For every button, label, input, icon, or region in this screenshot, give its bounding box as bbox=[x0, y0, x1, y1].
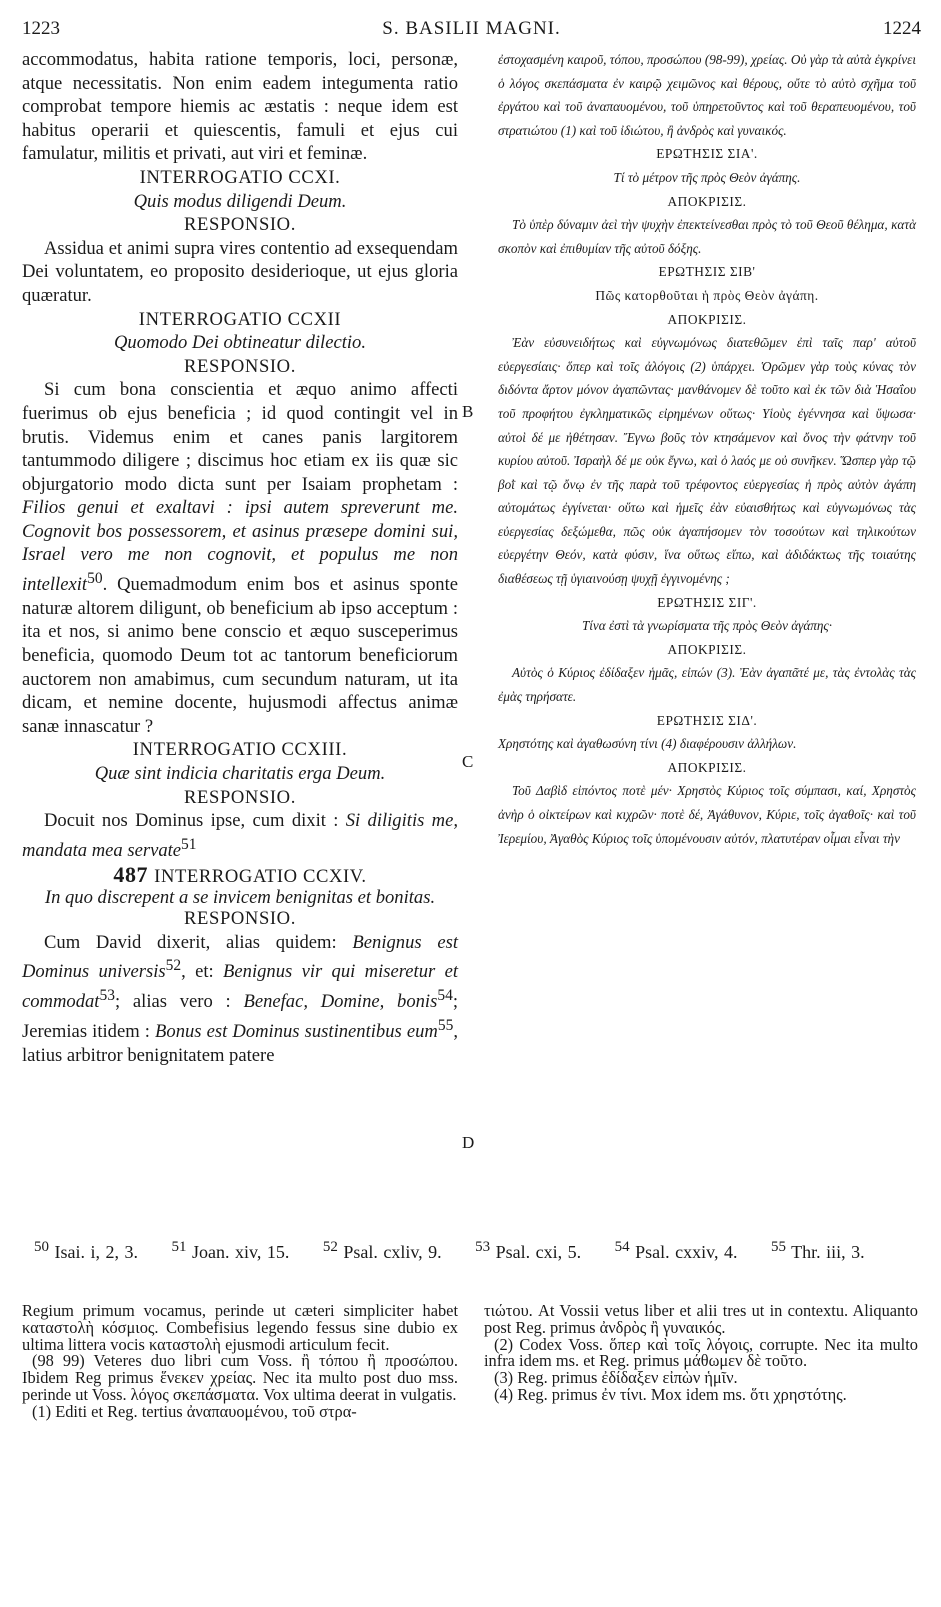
footnote-number: 53 bbox=[475, 1239, 491, 1255]
footnote-number: 50 bbox=[34, 1239, 49, 1255]
latin-q214-response: RESPONSIO. bbox=[184, 908, 296, 930]
footnote-ref: 55 bbox=[437, 1016, 454, 1034]
latin-q211-text: Assidua et animi supra vires contentio ad exsequendam Dei voluntatem, eo proposito desiderioque, ut ejus gloria quæratur. bbox=[22, 237, 458, 306]
text-run: Docuit nos Dominus ipse, cum dixit : bbox=[44, 810, 346, 832]
latin-q213-text bbox=[22, 809, 458, 862]
page-header bbox=[22, 18, 921, 44]
footnote-ref: 54 bbox=[437, 987, 453, 1005]
latin-q213-subtitle: Quæ sint indicia charitatis erga Deum. bbox=[94, 763, 386, 784]
greek-q214-response: ΑΠΟΚΡΙΣΙΣ. bbox=[667, 759, 747, 775]
greek-q212-heading: ΕΡΩΤΗΣΙΣ ΣΙΒ' bbox=[658, 264, 756, 280]
footnote-55 bbox=[770, 1239, 879, 1262]
footnote-text: Psal. cxxiv, 4. bbox=[635, 1242, 738, 1262]
latin-q211-heading: INTERROGATIO CCXI. bbox=[139, 166, 341, 188]
latin-q211-response: RESPONSIO. bbox=[184, 214, 296, 236]
column-number: 487 bbox=[113, 861, 149, 887]
latin-q214-subtitle: In quo discrepent a se invicem benignitas et bonitas. bbox=[44, 887, 436, 909]
footnote-50 bbox=[34, 1239, 152, 1262]
footnote-text: Joan. xiv, 15. bbox=[192, 1242, 290, 1262]
margin-marker-d: D bbox=[462, 1133, 475, 1152]
latin-q213-response: RESPONSIO. bbox=[184, 786, 296, 808]
greek-q213-subtitle: Τίνα ἐστὶ τὰ γνωρίσματα τῆς πρὸς Θεὸν ἀγάπης· bbox=[581, 618, 833, 634]
scripture-quote: Filios genui et exaltavi : ipsi autem spreverunt me. Cognovit bos possessorem, et asinus præsepe domini sui, Israel vero me non cognovit, et populus me non intellexit bbox=[22, 497, 458, 596]
note-paragraph: Regium primum vocamus, perinde ut cæteri simpliciter habet καταστολὴ κόσμιος. Combefisius legendo fessus sine dubio ex ultima littera vocis καταστολὴ ejusmodi articulum fecit. bbox=[22, 1301, 458, 1354]
page-number-left: 1223 bbox=[22, 18, 60, 39]
text-run: , latius arbitror benignitatem patere bbox=[22, 1021, 458, 1066]
greek-q213-heading: ΕΡΩΤΗΣΙΣ ΣΙΓ'. bbox=[657, 594, 757, 610]
greek-q211-subtitle: Τί τὸ μέτρον τῆς πρὸς Θεὸν ἀγάπης. bbox=[613, 169, 801, 185]
latin-q214-heading bbox=[22, 863, 458, 889]
scripture-quote: Benignus vir qui miseretur et commodat bbox=[22, 961, 458, 1013]
note-paragraph: (2) Codex Voss. ὅπερ καὶ τοῖς λόγοις, corrupte. Nec ita multo infra idem ms. et Reg. primus μάθωμεν δὲ τοῦτο. bbox=[484, 1334, 918, 1371]
text-run: . Quemadmodum enim bos et asinus sponte naturæ altorem diligunt, ob beneficium ab ipso acceptum : ita et nos, si animo bene conscio et æquo susceperimus beneficia, quomodo Deum tot ac tantorum beneficiorum auctorem non amabimus, cum secundum naturam, ut ita dicam, et nemine docente, hujusmodi affectus animæ sanæ innascatur ? bbox=[22, 574, 458, 737]
notes-left-column bbox=[22, 1303, 458, 1421]
note-paragraph: (4) Reg. primus ἐν τίνι. Mox idem ms. ὅτι χρηστότης. bbox=[494, 1384, 847, 1404]
latin-q214-text bbox=[22, 931, 458, 1068]
text-run: , et: bbox=[181, 961, 224, 983]
footnote-text: Psal. cxi, 5. bbox=[495, 1242, 582, 1262]
page-number-right: 1224 bbox=[883, 18, 921, 39]
footnote-ref: 51 bbox=[181, 835, 197, 853]
footnote-54 bbox=[614, 1239, 752, 1262]
footnote-number: 51 bbox=[171, 1239, 187, 1255]
latin-q212-response: RESPONSIO. bbox=[184, 355, 296, 377]
greek-column bbox=[498, 48, 916, 850]
latin-q212-subtitle: Quomodo Dei obtineatur dilectio. bbox=[113, 332, 366, 354]
greek-q212-subtitle: Πῶς κατορθοῦται ἡ πρὸς Θεὸν ἀγάπη. bbox=[595, 287, 819, 303]
footnote-ref: 50 bbox=[87, 570, 103, 588]
greek-q211-text: Τὸ ὑπὲρ δύναμιν ἀεὶ τὴν ψυχὴν ἐπεκτείνεσθαι πρὸς τὸ τοῦ Θεοῦ θέλημα, κατὰ σκοπὸν καὶ ἐπιθυμίαν τῆς αὐτοῦ δόξης. bbox=[498, 217, 916, 256]
note-paragraph: (98 99) Veteres duo libri cum Voss. ἢ τόπου ἢ προσώπου. Ibidem Reg primus ἕνεκεν χρείας. Nec ita multo post duo mss. perinde ut Voss. λόγος σκεπάσματα. Vox ultima deerat in vulgatis. bbox=[22, 1351, 458, 1404]
heading-text: INTERROGATIO CCXIV. bbox=[154, 865, 367, 887]
margin-marker-b: B bbox=[462, 402, 474, 421]
text-run: ; alias vero : bbox=[114, 991, 244, 1013]
footnote-ref: 52 bbox=[165, 957, 182, 975]
greek-q213-response: ΑΠΟΚΡΙΣΙΣ. bbox=[667, 641, 747, 657]
text-run: Cum David dixerit, alias quidem: bbox=[44, 931, 353, 953]
greek-q214-subtitle: Χρηστότης καὶ ἀγαθωσύνη τίνι (4) διαφέρουσιν ἀλλήλων. bbox=[498, 736, 797, 752]
greek-q214-text: Τοῦ Δαβὶδ εἰπόντος ποτὲ μέν· Χρηστὸς Κύριος τοῖς σύμπασι, καί, Χρηστὸς ἀνὴρ ὁ οἰκτείρων καὶ κιχρῶν· ποτὲ δέ, Ἀγάθυνον, Κύριε, τοῖς ἀγαθοῖς· καὶ τοῦ Ἰερεμίου, Ἀγαθὸς Κύριος τοῖς ὑπομένουσιν αὐτόν, πλατυτέραν οἶμαι εἶναι τὴν bbox=[498, 783, 916, 846]
greek-q211-heading: ΕΡΩΤΗΣΙΣ ΣΙΑ'. bbox=[656, 146, 758, 162]
latin-q212-text bbox=[22, 378, 458, 738]
scripture-quote: Bonus est Dominus sustinentibus eum bbox=[155, 1021, 438, 1043]
footnote-53 bbox=[475, 1239, 595, 1262]
footnote-number: 55 bbox=[770, 1239, 786, 1255]
footnote-52 bbox=[322, 1239, 456, 1262]
greek-intro: ἐστοχασμένη καιροῦ, τόπου, προσώπου (98-99), χρείας. Οὐ γὰρ τὰ αὐτὰ ἐγκρίνει ὁ λόγος σκεπάσματα ἐν καιρῷ χειμῶνος καὶ θέρους, οὔτε τὸ αὐτὸ σχῆμα τοῦ ἐργάτου καὶ τοῦ ἀναπαυομένου, τοῦ ὑπηρετοῦντος καὶ τοῦ θεραπευομένου, τοῦ στρατιώτου (1) καὶ τοῦ ἰδιώτου, ἢ ἀνδρὸς καὶ γυναικός. bbox=[498, 52, 916, 138]
running-title: S. BASILII MAGNI. bbox=[382, 18, 561, 39]
greek-q213-text: Αὐτὸς ὁ Κύριος ἐδίδαξεν ἡμᾶς, εἰπών (3). Ἐὰν ἀγαπᾶτέ με, τὰς ἐντολὰς τὰς ἐμὰς τηρήσατε. bbox=[498, 665, 916, 705]
greek-q214-heading: ΕΡΩΤΗΣΙΣ ΣΙΔ'. bbox=[656, 712, 758, 728]
text-run: ; Jeremias itidem : bbox=[22, 991, 458, 1043]
greek-q211-response: ΑΠΟΚΡΙΣΙΣ. bbox=[667, 193, 747, 209]
footnote-text: Psal. cxliv, 9. bbox=[343, 1242, 442, 1262]
greek-q212-response: ΑΠΟΚΡΙΣΙΣ. bbox=[667, 311, 747, 327]
margin-marker-c: C bbox=[462, 752, 474, 771]
latin-q211-subtitle: Quis modus diligendi Deum. bbox=[133, 190, 347, 212]
notes-right-column bbox=[484, 1303, 918, 1404]
text-run: Si cum bona conscientia et æquo animo affecti fuerimus ob ejus beneficia ; id quod contingit vel in brutis. Videmus enim et canes panis largitorem tantummodo diligere ; discimus hoc etiam ex iis quæ sic objurgatorio modo dicta sunt per Isaiam prophetam : bbox=[22, 379, 458, 495]
footnote-number: 54 bbox=[614, 1239, 630, 1255]
latin-q212-heading: INTERROGATIO CCXII bbox=[138, 308, 342, 330]
latin-q213-heading: INTERROGATIO CCXIII. bbox=[132, 739, 348, 761]
note-paragraph: (1) Editi et Reg. tertius ἀναπαυομένου, τοῦ στρα- bbox=[32, 1401, 357, 1421]
footnote-51 bbox=[171, 1239, 304, 1262]
scripture-quote: Benefac, Domine, bonis bbox=[243, 991, 438, 1013]
footnote-text: Isai. i, 2, 3. bbox=[54, 1242, 138, 1262]
greek-q212-text: Ἐὰν εὐσυνειδήτως καὶ εὐγνωμόνως διατεθῶμεν ἐπὶ ταῖς παρ' αὐτοῦ εὐεργεσίαις· ὅπερ καὶ τοῖς ἀλόγοις (2) ὑπάρχει. Ὁρῶμεν γὰρ τοὺς κύνας τὸν διδόντα ἄρτον μόνον ἀγαπῶντας· μανθάνομεν δὲ τοῦτο καὶ ἐκ τῶν διὰ Ἡσαΐου τοῦ προφήτου ἐγκληματικῶς εἰρημένων οὕτως· Υἱοὺς ἐγέννησα καὶ ὕψωσα· αὐτοὶ δέ με ἠθέτησαν. Ἔγνω βοῦς τὸν κτησάμενον καὶ ὄνος τὴν φάτνην τοῦ κυρίου αὐτοῦ. Ἰσραὴλ δέ με οὐκ ἔγνω, καὶ ὁ λαός με οὐ συνῆκεν. Ὥσπερ γὰρ τῷ βοῒ καὶ τῷ ὄνῳ ἐν τῆς παρὰ τοῦ τρέφοντος εὐεργεσίας ἡ πρὸς αὐτὸν ἀγάπη αὐτομάτως ἐγγίνεται· οὕτω καὶ ἡμεῖς ἐὰν εὐαισθήτως καὶ εὐγνωμόνως τὰς εὐεργεσίας δεξώμεθα, πῶς οὐκ ἀγαπήσομεν τὸν τοσούτων καὶ τηλικούτων εὐεργέτην Θεόν, κατὰ φύσιν, ἵνα οὕτως εἴπω, καὶ ἀδιδάκτως τῆς τοιαύτης διαθέσεως τῇ ὑγιαινούσῃ ψυχῇ ἐγγινομένης ; bbox=[498, 335, 916, 587]
note-paragraph: (3) Reg. primus ἐδίδαξεν εἰπὼν ἡμῖν. bbox=[494, 1368, 738, 1388]
footnote-text: Thr. iii, 3. bbox=[791, 1242, 865, 1262]
footnote-number: 52 bbox=[322, 1239, 338, 1255]
scripture-quote: Si diligitis me, mandata mea servate bbox=[22, 810, 458, 861]
latin-column bbox=[22, 48, 458, 1067]
scripture-quote: Benignus est Dominus universis bbox=[22, 931, 458, 983]
latin-intro: accommodatus, habita ratione temporis, loci, personæ, atque necessitatis. Non enim eadem integumenta ratio comprobat tempore hiemis ac æstatis : neque idem est habitus operarii et quiescentis, famuli et ejus cui famulatur, militis et privati, aut viri et feminæ. bbox=[22, 49, 458, 165]
note-paragraph: τιώτου. At Vossii vetus liber et alii tres ut in contextu. Aliquanto post Reg. primus ἀνδρὸς ἢ γυναικός. bbox=[484, 1301, 918, 1337]
footnote-ref: 53 bbox=[99, 987, 115, 1005]
footnote-line bbox=[34, 1239, 911, 1263]
